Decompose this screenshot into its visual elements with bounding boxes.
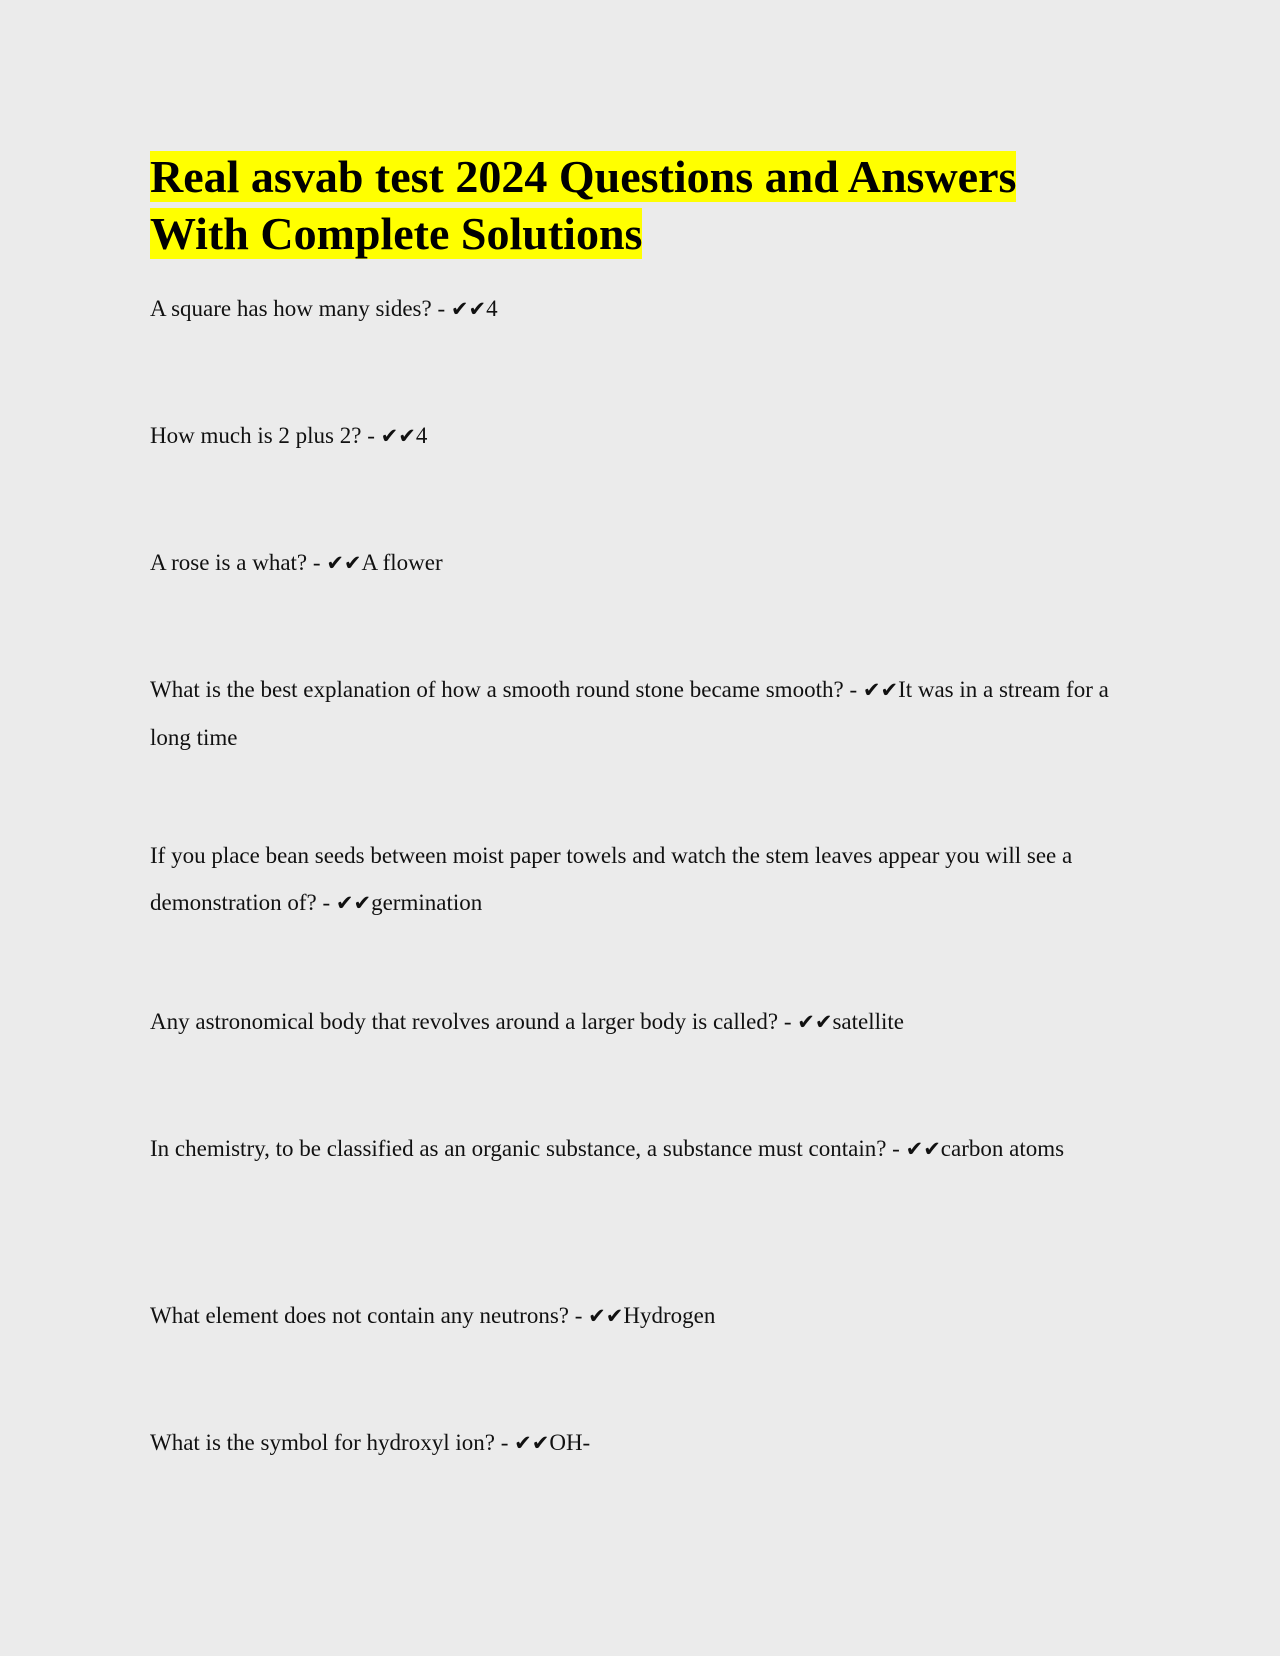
document-title (150, 148, 1110, 262)
double-check-icon: ✔✔ (326, 551, 362, 575)
double-check-icon: ✔✔ (450, 297, 487, 321)
double-check-icon: ✔✔ (862, 678, 899, 702)
separator: - (361, 423, 381, 448)
answer-text: Hydrogen (623, 1303, 716, 1328)
qa-item (150, 666, 1110, 761)
answer-text: 4 (415, 423, 428, 448)
qa-item (150, 285, 1110, 333)
double-check-icon: ✔✔ (588, 1304, 624, 1328)
separator: - (843, 677, 863, 702)
qa-item (150, 832, 1110, 927)
double-check-icon: ✔✔ (335, 891, 372, 915)
question-text: A square has how many sides? (150, 296, 432, 321)
qa-item (150, 412, 1110, 460)
question-text: What is the best explanation of how a smooth round stone became smooth? (150, 677, 844, 702)
answer-text: OH- (549, 1430, 591, 1455)
double-check-icon: ✔✔ (905, 1137, 941, 1161)
question-text: Any astronomical body that revolves around a larger body is called? (150, 1009, 779, 1034)
question-text: What element does not contain any neutrons? (150, 1303, 569, 1328)
answer-text: A flower (361, 550, 443, 575)
double-check-icon: ✔✔ (514, 1431, 550, 1455)
title-highlight: Real asvab test 2024 Questions and Answers With Complete Solutions (150, 151, 1017, 259)
answer-text: carbon atoms (940, 1136, 1065, 1161)
qa-item (150, 1292, 1110, 1340)
separator: - (431, 296, 451, 321)
question-text: A rose is a what? (150, 550, 308, 575)
answer-text: germination (371, 890, 483, 915)
question-text: How much is 2 plus 2? (150, 423, 362, 448)
qa-item (150, 1125, 1110, 1173)
answer-text: satellite (832, 1009, 904, 1034)
separator: - (778, 1009, 798, 1034)
qa-item (150, 1419, 1110, 1467)
answer-text: It was in a stream for a long time (150, 677, 1109, 750)
separator: - (568, 1303, 589, 1328)
double-check-icon: ✔✔ (380, 424, 416, 448)
separator: - (316, 890, 336, 915)
question-text: In chemistry, to be classified as an organic substance, a substance must contain? (150, 1136, 887, 1161)
question-text: What is the symbol for hydroxyl ion? (150, 1430, 495, 1455)
qa-item (150, 998, 1110, 1046)
qa-item (150, 539, 1110, 587)
answer-text: 4 (486, 296, 498, 321)
document-page (150, 148, 1110, 1455)
separator: - (886, 1136, 906, 1161)
separator: - (307, 550, 327, 575)
question-text: If you place bean seeds between moist paper towels and watch the stem leaves appear you will see a demonstration of? (150, 843, 1073, 915)
double-check-icon: ✔✔ (797, 1010, 833, 1034)
separator: - (494, 1430, 515, 1455)
